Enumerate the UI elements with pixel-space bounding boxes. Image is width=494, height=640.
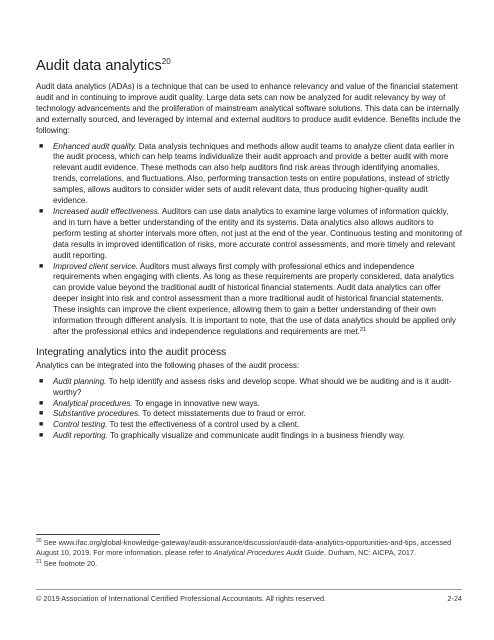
section-title-text: Audit data analytics [36, 58, 162, 74]
footnotes [36, 538, 462, 569]
bullet-icon: ■ [39, 421, 44, 429]
footer-divider [36, 589, 462, 590]
subsection-title: Integrating analytics into the audit process [36, 346, 227, 358]
item-term: Audit reporting. [53, 431, 108, 441]
subsection-intro: Analytics can be integrated into the following phases of the audit process: [36, 360, 300, 370]
page-number: 2-24 [447, 594, 462, 603]
bullet-icon: ■ [39, 207, 44, 215]
footnote [36, 559, 462, 569]
list-item [36, 142, 462, 207]
document-body [36, 56, 462, 445]
footnote-text-end: . Durham, NC: AICPA, 2017. [324, 548, 417, 558]
page-footer [36, 594, 462, 604]
list-item [36, 207, 462, 262]
footnote [36, 538, 462, 559]
item-text: To test the effectiveness of a control used by a client. [107, 420, 300, 430]
item-text: To engage in innovative new ways. [132, 398, 260, 408]
item-term: Control testing. [53, 420, 108, 430]
bullet-icon: ■ [39, 410, 44, 418]
benefits-list [36, 142, 462, 338]
bullet-icon: ■ [39, 432, 44, 440]
footnote-number: 21 [36, 558, 42, 565]
section-title [36, 56, 462, 76]
item-term: Analytical procedures. [53, 398, 133, 408]
item-text: To help identify and assess risks and develop scope. What should we be auditing and is it audit-worthy? [53, 376, 452, 397]
item-term: Substantive procedures. [53, 409, 141, 419]
item-term: Enhanced audit quality. [53, 141, 137, 151]
item-text: Auditors must always first comply with professional ethics and independence requirements when engaging with clients. As long as these requirements are properly considered, data analytics can provide value beyond the traditional audit of historical financial statements. Audit data analytics can offer deeper insight into risk and control assessment than a more traditional audit of historical financial statements. These insights can improve the client experience, allowing them to gain a better understanding of their own information through different analysis. It is important to note, that the use of data analytics should be applied only after the professional ethics and independence regulations and requirements are met. [53, 261, 456, 336]
list-item [36, 262, 462, 338]
item-term: Audit planning. [53, 376, 107, 386]
bullet-icon: ■ [39, 262, 44, 270]
item-text: To graphically visualize and communicate audit findings in a business friendly way. [107, 431, 405, 441]
list-item [36, 399, 462, 410]
footnote-text: See www.ifac.org/global-knowledge-gateway/audit-assurance/discussion/audit-data-analytics-opportunities-and-tips, accessed August 10, 2019. For more information, please refer to [36, 538, 452, 558]
footnote-divider [36, 534, 160, 535]
list-item [36, 420, 462, 431]
bullet-icon: ■ [39, 142, 44, 150]
section-intro: Audit data analytics (ADAs) is a technique that can be used to enhance relevancy and value of the financial statement audit and in continuing to improve audit quality. Large data sets can now be analyzed for audit relevancy by way of technology advancements and the proliferation of mainstream analytical software solutions. This data can be internally and externally sourced, and leveraged by internal and external auditors to produce audit evidence. Benefits include the following: [36, 82, 461, 135]
bullet-icon: ■ [39, 377, 44, 385]
item-text: Auditors can use data analytics to examine large volumes of information quickly, and in turn have a better understanding of the entity and its systems. Data analytics also allows auditors to perform testing at shorter intervals more often, not just at the end of the year. Continuous testing and monitoring of data results in improved identification of risks, more accurate control assessments, and more timely and relevant audit reporting. [53, 206, 462, 260]
item-term: Increased audit effectiveness. [53, 206, 161, 216]
item-text: To detect misstatements due to fraud or error. [140, 409, 306, 419]
list-item [36, 377, 462, 399]
footnote-ref[interactable]: 20 [161, 57, 171, 66]
bullet-icon: ■ [39, 399, 44, 407]
footnote-text: See footnote 20. [41, 558, 98, 568]
footnote-italic: Analytical Procedures Audit Guide [213, 548, 325, 558]
footnote-number: 20 [36, 538, 42, 544]
item-text: Data analysis techniques and methods allow audit teams to analyze client data earlier in the audit process, which can help teams individualize their audit approach and provide a better audit with more relevant audit evidence. These methods can also help auditors find risk areas through identifying anomalies, trends, correlations, and fluctuations. Also, performing transaction tests on entire populations, instead of strictly samples, allows auditors to consider wider sets of audit relevant data, thus producing higher-quality audit evidence. [53, 141, 455, 206]
copyright-text: © 2019 Association of International Certified Professional Accountants. All rights reserved. [36, 594, 327, 603]
list-item [36, 431, 462, 442]
item-term: Improved client service. [53, 261, 139, 271]
phases-list [36, 377, 462, 442]
footnote-ref[interactable]: 21 [359, 326, 366, 333]
list-item [36, 409, 462, 420]
